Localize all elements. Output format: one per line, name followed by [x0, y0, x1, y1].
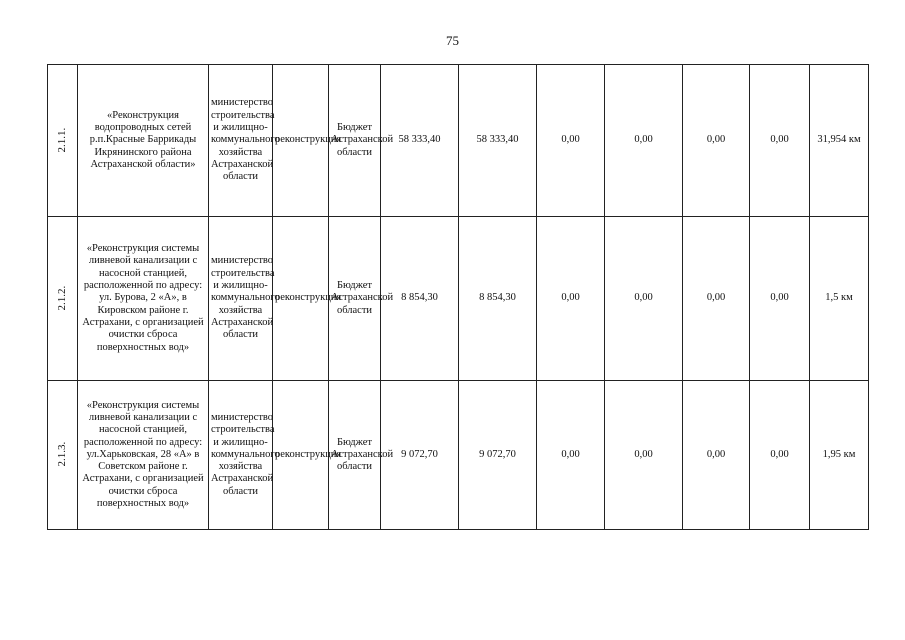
amount-2: 0,00 [537, 381, 605, 530]
amount-1: 58 333,40 [459, 65, 537, 217]
responsible-ministry: министерство строительства и жилищно-коммунального хозяйства Астраханской области [209, 217, 273, 381]
funding-source: Бюджет Астраханской области [329, 217, 381, 381]
amount-3: 0,00 [605, 65, 683, 217]
funding-source: Бюджет Астраханской области [329, 381, 381, 530]
work-type: реконструкция [273, 217, 329, 381]
network-length: 1,95 км [810, 381, 869, 530]
amount-2: 0,00 [537, 65, 605, 217]
network-length: 31,954 км [810, 65, 869, 217]
row-number-cell [48, 217, 78, 381]
amount-3: 0,00 [605, 217, 683, 381]
amount-2: 0,00 [537, 217, 605, 381]
work-type: реконструкция [273, 65, 329, 217]
project-name: «Реконструкция системы ливневой канализации с насосной станцией, расположенной по адресу: ул.Харьковская, 28 «А» в Советском районе г. Астрахани, с организацией очистки сброса поверхностных вод» [78, 381, 209, 530]
amount-4: 0,00 [683, 217, 750, 381]
project-name: «Реконструкция системы ливневой канализации с насосной станцией, расположенной по адресу: ул. Бурова, 2 «А», в Кировском районе г. Астрахани, с организацией очистки сброса поверхностных вод» [78, 217, 209, 381]
row-number: 2.1.3. [56, 442, 69, 467]
responsible-ministry: министерство строительства и жилищно-коммунального хозяйства Астраханской области [209, 65, 273, 217]
row-number: 2.1.1. [56, 127, 69, 153]
network-length: 1,5 км [810, 217, 869, 381]
amount-5: 0,00 [750, 381, 810, 530]
table-row [48, 65, 869, 217]
total-amount: 9 072,70 [381, 381, 459, 530]
project-name: «Реконструкция водопроводных сетей р.п.Красные Баррикады Икрянинского района Астраханской области» [78, 65, 209, 217]
row-number-cell [48, 65, 78, 217]
amount-5: 0,00 [750, 65, 810, 217]
budget-table [47, 64, 869, 530]
work-type: реконструкция [273, 381, 329, 530]
table-row [48, 381, 869, 530]
responsible-ministry: министерство строительства и жилищно-коммунального хозяйства Астраханской области [209, 381, 273, 530]
amount-1: 8 854,30 [459, 217, 537, 381]
amount-5: 0,00 [750, 217, 810, 381]
page-number: 75 [446, 33, 459, 48]
total-amount: 58 333,40 [381, 65, 459, 217]
total-amount: 8 854,30 [381, 217, 459, 381]
row-number-cell [48, 381, 78, 530]
amount-4: 0,00 [683, 381, 750, 530]
table-row [48, 217, 869, 381]
amount-3: 0,00 [605, 381, 683, 530]
row-number: 2.1.2. [56, 285, 69, 311]
funding-source: Бюджет Астраханской области [329, 65, 381, 217]
amount-4: 0,00 [683, 65, 750, 217]
amount-1: 9 072,70 [459, 381, 537, 530]
